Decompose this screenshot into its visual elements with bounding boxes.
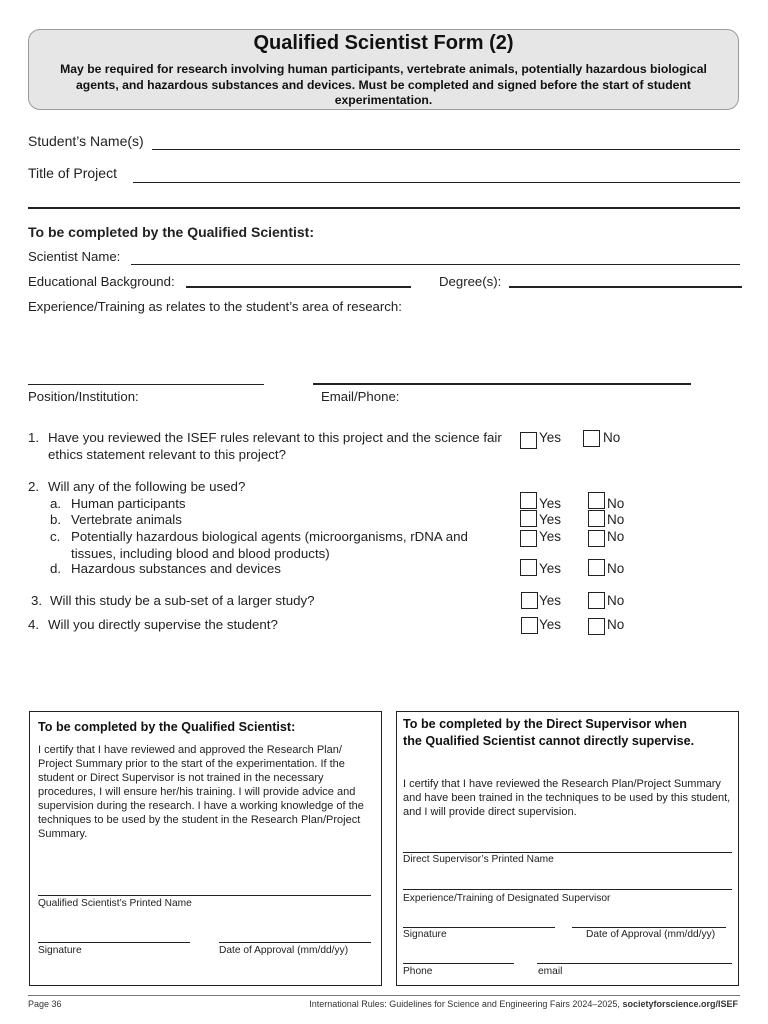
- section-divider: [28, 207, 740, 209]
- right-experience-field[interactable]: [403, 889, 732, 890]
- left-panel-title: To be completed by the Qualified Scientist:: [38, 720, 296, 734]
- left-printed-name-label: Qualified Scientist’s Printed Name: [38, 898, 192, 909]
- q2-number: 2.: [28, 479, 40, 494]
- q2b-no-checkbox[interactable]: [588, 510, 605, 527]
- direct-supervisor-panel: [396, 711, 739, 986]
- right-panel-certification: I certify that I have reviewed the Research Plan/Project Summary and have been trained in the techniques to be used by this student, and I will provide direct supervision.: [403, 778, 731, 818]
- left-signature-label: Signature: [38, 945, 82, 956]
- q1-number: 1.: [28, 430, 40, 445]
- q3-text: Will this study be a sub-set of a larger study?: [50, 593, 315, 608]
- right-signature-label: Signature: [403, 929, 447, 940]
- q2a-yes-label: Yes: [539, 496, 562, 511]
- email-phone-field[interactable]: [313, 383, 691, 385]
- q2-text: Will any of the following be used?: [48, 479, 246, 494]
- right-email-field[interactable]: [537, 963, 732, 964]
- q1-no-checkbox[interactable]: [583, 430, 600, 447]
- q1-yes-checkbox[interactable]: [520, 432, 537, 449]
- right-phone-label: Phone: [403, 966, 433, 977]
- q2c-yes-checkbox[interactable]: [520, 530, 537, 547]
- project-title-label: Title of Project: [28, 165, 117, 181]
- q2d-text: Hazardous substances and devices: [71, 561, 281, 576]
- left-date-label: Date of Approval (mm/dd/yy): [219, 945, 349, 956]
- email-phone-label: Email/Phone:: [321, 389, 400, 404]
- degree-field[interactable]: [509, 286, 742, 288]
- form-title: Qualified Scientist Form (2): [253, 32, 514, 54]
- q2a-text: Human participants: [71, 496, 186, 511]
- left-signature-field[interactable]: [38, 942, 190, 943]
- right-date-field[interactable]: [572, 927, 726, 928]
- q2b-text: Vertebrate animals: [71, 512, 182, 527]
- q2c-no-checkbox[interactable]: [588, 530, 605, 547]
- right-date-label: Date of Approval (mm/dd/yy): [586, 929, 716, 940]
- right-phone-field[interactable]: [403, 963, 514, 964]
- q2a-no-label: No: [607, 496, 625, 511]
- scientist-name-field[interactable]: [131, 264, 740, 265]
- q4-number: 4.: [28, 617, 40, 632]
- q2b-no-label: No: [607, 512, 625, 527]
- education-field[interactable]: [186, 286, 411, 288]
- q3-yes-checkbox[interactable]: [521, 592, 538, 609]
- q1-yes-label: Yes: [539, 430, 562, 445]
- scientist-section-heading: To be completed by the Qualified Scientist:: [28, 224, 315, 240]
- footer-divider: [28, 995, 740, 996]
- q2d-no-label: No: [607, 561, 625, 576]
- student-name-field[interactable]: [152, 149, 740, 150]
- right-signature-field[interactable]: [403, 927, 555, 928]
- right-panel-title: To be completed by the Direct Supervisor when the Qualified Scientist cannot directly supervise.: [403, 717, 695, 748]
- q2d-yes-checkbox[interactable]: [520, 559, 537, 576]
- q1-text: Have you reviewed the ISEF rules relevant to this project and the science fair ethics statement relevant to this project?: [48, 430, 502, 462]
- right-printed-name-field[interactable]: [403, 852, 732, 853]
- position-label: Position/Institution:: [28, 389, 139, 404]
- education-label: Educational Background:: [28, 274, 175, 289]
- q4-no-label: No: [607, 617, 625, 632]
- q2d-yes-label: Yes: [539, 561, 562, 576]
- left-date-field[interactable]: [219, 942, 371, 943]
- footer-citation-text: International Rules: Guidelines for Science and Engineering Fairs 2024–2025,: [309, 999, 620, 1009]
- q2c-no-label: No: [607, 529, 625, 544]
- right-experience-label: Experience/Training of Designated Supervisor: [403, 893, 611, 904]
- footer-link[interactable]: societyforscience.org/ISEF: [622, 999, 738, 1009]
- scientist-name-label: Scientist Name:: [28, 249, 121, 264]
- degree-label: Degree(s):: [439, 274, 502, 289]
- q2a-letter: a.: [50, 496, 62, 511]
- q4-text: Will you directly supervise the student?: [48, 617, 278, 632]
- left-printed-name-field[interactable]: [38, 895, 371, 896]
- q2b-letter: b.: [50, 512, 62, 527]
- right-email-label: email: [538, 966, 563, 977]
- left-panel-certification: I certify that I have reviewed and approved the Research Plan/ Project Summary prior to the start of the experimentation. If the student or Direct Supervisor is not trained in the necessary procedures, I will ensure her/his training. I will provide advice and supervision during the research. I have a working knowledge of the techniques to be used by the student in the Research Plan/Project Summary.: [38, 744, 364, 840]
- q4-yes-checkbox[interactable]: [521, 617, 538, 634]
- page-number: Page 36: [28, 999, 62, 1009]
- q2d-letter: d.: [50, 561, 62, 576]
- q4-no-checkbox[interactable]: [588, 618, 605, 635]
- q2c-text: Potentially hazardous biological agents (microorganisms, rDNA and tissues, including blood and blood products): [71, 529, 468, 561]
- q3-no-label: No: [607, 593, 625, 608]
- q3-no-checkbox[interactable]: [588, 592, 605, 609]
- q1-no-label: No: [603, 430, 621, 445]
- right-printed-name-label: Direct Supervisor’s Printed Name: [403, 854, 554, 865]
- q3-yes-label: Yes: [539, 593, 562, 608]
- footer-citation: [309, 999, 738, 1009]
- q2c-letter: c.: [50, 529, 61, 544]
- q3-number: 3.: [31, 593, 43, 608]
- q2b-yes-label: Yes: [539, 512, 562, 527]
- q4-yes-label: Yes: [539, 617, 562, 632]
- q2a-yes-checkbox[interactable]: [520, 492, 537, 509]
- q2c-yes-label: Yes: [539, 529, 562, 544]
- project-title-field[interactable]: [133, 182, 740, 183]
- q2b-yes-checkbox[interactable]: [520, 510, 537, 527]
- q2a-no-checkbox[interactable]: [588, 492, 605, 509]
- q2d-no-checkbox[interactable]: [588, 559, 605, 576]
- student-name-label: Student’s Name(s): [28, 133, 144, 149]
- position-field[interactable]: [28, 384, 264, 385]
- form-subtitle: May be required for research involving human participants, vertebrate animals, potentially hazardous biological agents, and hazardous substances and devices. Must be completed and signed before the start of student experimentation.: [60, 62, 707, 107]
- experience-label: Experience/Training as relates to the student’s area of research:: [28, 299, 402, 314]
